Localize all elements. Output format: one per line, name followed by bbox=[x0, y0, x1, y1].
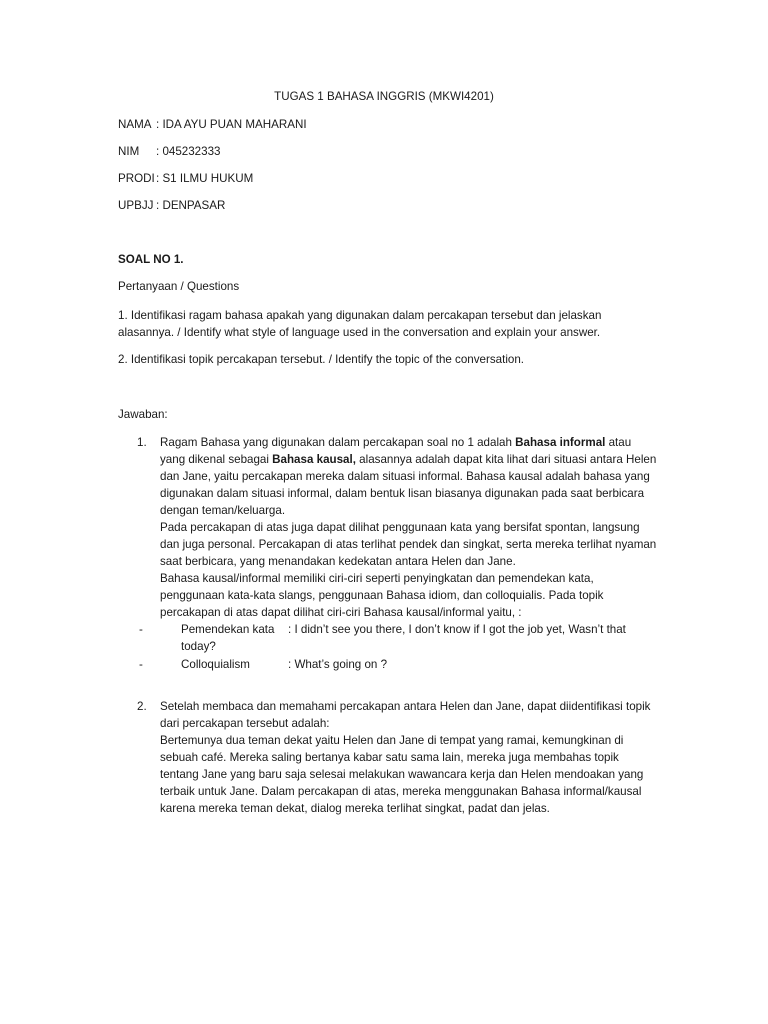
field-value: : 045232333 bbox=[156, 145, 221, 158]
bullet-item bbox=[139, 656, 657, 673]
bullet-label: Colloquialism bbox=[181, 658, 250, 671]
bullet-dash: - bbox=[139, 623, 143, 636]
field-value: : S1 ILMU HUKUM bbox=[156, 172, 254, 185]
question-2: 2. Identifikasi topik percakapan tersebut. / Identify the topic of the conversation. bbox=[118, 353, 525, 366]
answer-1-paragraph-3: Bahasa kausal/informal memiliki ciri-ciri seperti penyingkatan dan pemendekan kata, penggunaan kata-kata slangs, penggunaan Bahasa idiom, dan colloquialis. Pada topik percakapan di atas dapat dilihat ciri-ciri Bahasa kausal/informal yaitu, : bbox=[160, 572, 604, 619]
bold-term: Bahasa informal bbox=[515, 436, 606, 449]
field-label: UPBJJ bbox=[118, 199, 154, 212]
text-run: Ragam Bahasa yang digunakan dalam percakapan soal no 1 adalah bbox=[160, 436, 516, 449]
answer-2-paragraph-1: Setelah membaca dan memahami percakapan antara Helen dan Jane, dapat diidentifikasi topik dari percakapan tersebut adalah: bbox=[160, 700, 651, 730]
text-run: alasannya adalah dapat kita lihat dari situasi antara Helen dan Jane, yaitu percakapan mereka dalam situasi informal. Bahasa kausal adalah bahasa yang digunakan dalam situasi informal, dalam bentuk lisan biasanya digunakan pada saat berbicara dengan teman/keluarga. bbox=[160, 453, 657, 517]
field-value: : DENPASAR bbox=[156, 199, 226, 212]
bullet-text: : What’s going on ? bbox=[288, 658, 388, 671]
answer-1-paragraph-2: Pada percakapan di atas juga dapat dilihat penggunaan kata yang bersifat spontan, langsung dan juga personal. Percakapan di atas terlihat pendek dan singkat, serta mereka terlihat nyaman saat berbicara, yang menandakan kedekatan antara Helen dan Jane. bbox=[160, 521, 657, 568]
field-value: : IDA AYU PUAN MAHARANI bbox=[156, 118, 307, 131]
document-title: TUGAS 1 BAHASA INGGRIS (MKWI4201) bbox=[274, 90, 494, 103]
bullet-text: : I didn’t see you there, I don’t know if I got the job yet, Wasn’t that today? bbox=[181, 623, 626, 653]
field-nim bbox=[118, 143, 220, 160]
answer-2 bbox=[137, 698, 657, 817]
field-prodi bbox=[118, 170, 253, 187]
answer-number: 1. bbox=[137, 436, 147, 449]
bold-term: Bahasa kausal, bbox=[272, 453, 356, 466]
bullet-item bbox=[139, 621, 657, 655]
answer-1-paragraph-1 bbox=[160, 434, 657, 519]
bullet-label: Pemendekan kata bbox=[181, 623, 275, 636]
question-1: 1. Identifikasi ragam bahasa apakah yang digunakan dalam percakapan tersebut dan jelaskan alasannya. / Identify what style of language used in the conversation and explain your answer. bbox=[118, 309, 602, 339]
field-label: NAMA bbox=[118, 118, 152, 131]
answers-heading: Jawaban: bbox=[118, 408, 168, 421]
bullet-dash: - bbox=[139, 658, 143, 671]
answer-1 bbox=[137, 434, 657, 673]
text-run: atau yang dikenal sebagai bbox=[160, 436, 632, 466]
field-label: NIM bbox=[118, 145, 140, 158]
soal-heading: SOAL NO 1. bbox=[118, 253, 184, 266]
field-upbjj bbox=[118, 197, 225, 214]
field-nama bbox=[118, 116, 307, 133]
questions-heading: Pertanyaan / Questions bbox=[118, 280, 240, 293]
answer-number: 2. bbox=[137, 700, 147, 713]
answer-2-paragraph-2: Bertemunya dua teman dekat yaitu Helen dan Jane di tempat yang ramai, kemungkinan di sebuah café. Mereka saling bertanya kabar satu sama lain, mereka juga membahas topik tentang Jane yang baru saja selesai melakukan wawancara kerja dan Helen mendoakan yang terbaik untuk Jane. Dalam percakapan di atas, mereka menggunakan Bahasa informal/kausal karena mereka teman dekat, dialog mereka terlihat singkat, padat dan jelas. bbox=[160, 734, 644, 815]
field-label: PRODI bbox=[118, 172, 155, 185]
